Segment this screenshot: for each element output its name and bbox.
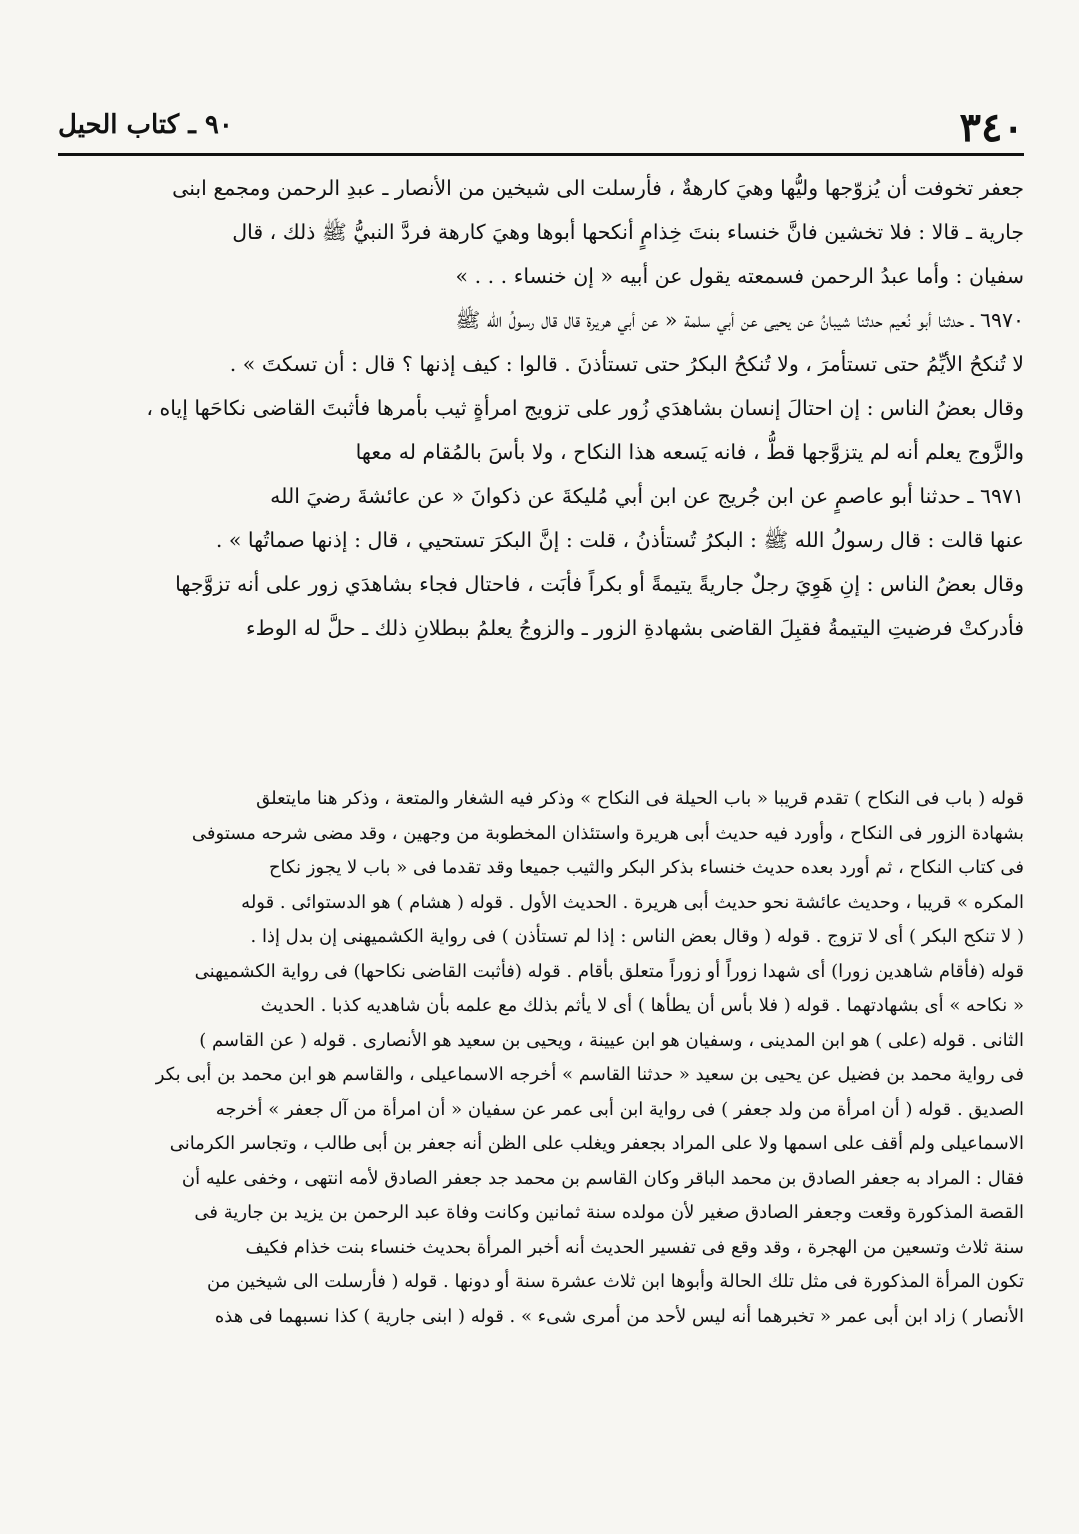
header-divider: [58, 153, 1024, 156]
commentary-line: المكره » قريبا ، وحديث عائشة نحو حديث أبى هريرة . الحديث الأول . قوله ( هشام ) هو الدستوائى . قوله: [241, 891, 1024, 913]
commentary-line: الاسماعيلى ولم أقف على اسمها ولا على المراد بجعفر ويغلب على الظن أنه جعفر بن أبى طالب ، وتجاسر الكرمانى: [169, 1133, 1024, 1154]
text-line: جارية ـ قالا : فلا تخشين فانَّ خنساء بنتَ خِذامٍ أنكحها أبوها وهيَ كارهة فردَّ النبيُّ ﷺ ذلك ، قال: [232, 220, 1024, 244]
commentary-line: القصة المذكورة وقعت وجعفر الصادق صغير لأن مولده سنة ثمانين وكانت وفاة عبد الرحمن بن يزيد بن جارية فى: [194, 1202, 1024, 1223]
commentary-line: تكون المرأة المذكورة فى مثل تلك الحالة وأبوها ابن ثلاث عشرة سنة أو دونها . قوله ( فأرسلت الى شيخين من: [207, 1271, 1024, 1292]
text-line: جعفر تخوفت أن يُزوّجها وليُّها وهيَ كارهةٌ ، فأرسلت الى شيخين من الأنصار ـ عبدِ الرحمن ومجمع ابنى: [172, 176, 1024, 200]
commentary-line: « نكاحه » أى بشهادتهما . قوله ( فلا بأس أن يطأها ) أى لا يأثم بذلك مع علمه بأن شاهديه كذبا . الحديث: [260, 995, 1024, 1016]
page-header: [58, 104, 1024, 154]
commentary-line: فى رواية محمد بن فضيل عن يحيى بن سعيد « حدثنا القاسم » أخرجه الاسماعيلى ، والقاسم هو ابن محمد بن أبى بكر: [155, 1064, 1024, 1085]
text-line: ٦٩٧١ ـ حدثنا أبو عاصمٍ عن ابن جُريج عن ابن أبي مُليكةَ عن ذكوانَ « عن عائشةَ رضيَ الله: [270, 484, 1024, 508]
commentary-line: قوله ( باب فى النكاح ) تقدم قريبا « باب الحيلة فى النكاح » وذكر فيه الشغار والمتعة ، وذكر هنا مايتعلق: [256, 788, 1024, 809]
text-line: وقال بعضُ الناس : إن احتالَ إنسان بشاهدَي زُور على تزويج امرأةٍ ثيب بأمرها فأثبتَ القاضى نكاحَها إياه ،: [146, 396, 1024, 420]
commentary-line: ( لا تنكح البكر ) أى لا تزوج . قوله ( وقال بعض الناس : إذا لم تستأذن ) فى رواية الكشميهنى إن بدل إذا .: [250, 926, 1024, 947]
commentary-line: فقال : المراد به جعفر الصادق بن محمد الباقر وكان القاسم بن محمد جد جعفر الصادق لأمه انتهى ، وخفى عليه أن: [181, 1167, 1024, 1189]
text-line: عنها قالت : قال رسولُ الله ﷺ : البكرُ تُستأذنُ ، قلت : إنَّ البكرَ تستحيي ، قال : إذنها صماتُها » .: [215, 528, 1024, 552]
commentary-line: فى كتاب النكاح ، ثم أورد بعده حديث خنساء بذكر البكر والثيب جميعا وقد تقدما فى « باب لا يجوز نكاح: [268, 857, 1024, 878]
commentary-line: الصديق . قوله ( أن امرأة من ولد جعفر ) فى رواية ابن أبى عمر عن سفيان « أن امرأة من آل جعفر » أخرجه: [215, 1098, 1024, 1120]
text-line: فأدركتْ فرضيتِ اليتيمةُ فقبِلَ القاضى بشهادةِ الزور ـ والزوجُ يعلمُ ببطلانِ ذلك ـ حلَّ له الوطء: [246, 616, 1024, 640]
page-number: ٣٤٠: [959, 104, 1024, 151]
text-line: ٦٩٧٠ ـ حدثنا أبو نُعيم حدثنا شيبانُ عن يحيى عن أبي سلمة « عن أبي هريرة قال قال رسولُ الله ﷺ: [455, 308, 1024, 332]
text-line: وقال بعضُ الناس : إنِ هَوِيَ رجلٌ جاريةً يتيمةً أو بكراً فأبَت ، فاحتال فجاء بشاهدَي زور على أنه تزوَّجها: [175, 572, 1024, 596]
commentary-line: قوله (فأقام شاهدين زورا) أى شهدا زوراً أو زوراً متعلق بأقام . قوله (فأثبت القاضى نكاحها) فى رواية الكشميهنى: [194, 960, 1024, 982]
commentary-line: الثانى . قوله (على ) هو ابن المدينى ، وسفيان هو ابن عيينة ، ويحيى بن سعيد هو الأنصارى . قوله ( عن القاسم ): [199, 1029, 1024, 1051]
hadith-text: [58, 166, 1024, 650]
commentary-text: [58, 782, 1024, 1334]
commentary-line: سنة ثلاث وتسعين من الهجرة ، وقد وقع فى تفسير الحديث أنه أخبر المرأة بحديث خنساء بنت خذام فكيف: [245, 1236, 1024, 1258]
text-line: سفيان : وأما عبدُ الرحمن فسمعته يقول عن أبيه « إن خنساء . . . »: [455, 264, 1024, 288]
text-line: والزَّوج يعلم أنه لم يتزوَّجها قطُّ ، فانه يَسعه هذا النكاح ، ولا بأسَ بالمُقام له معها: [355, 440, 1024, 464]
commentary-line: بشهادة الزور فى النكاح ، وأورد فيه حديث أبى هريرة واستئذان المخطوبة من وجهين ، وقد مضى شرحه مستوفى: [191, 822, 1024, 844]
commentary-line: الأنصار ) زاد ابن أبى عمر « تخبرهما أنه ليس لأحد من أمرى شىء » . قوله ( ابنى جارية ) كذا نسبهما فى هذه: [214, 1305, 1024, 1327]
text-line: لا تُنكحُ الأيِّمُ حتى تستأمرَ ، ولا تُنكحُ البكرُ حتى تستأذنَ . قالوا : كيف إذنها ؟ قال : أن تسكتَ » .: [229, 352, 1024, 376]
running-title: ٩٠ ـ كتاب الحيل: [58, 110, 233, 140]
